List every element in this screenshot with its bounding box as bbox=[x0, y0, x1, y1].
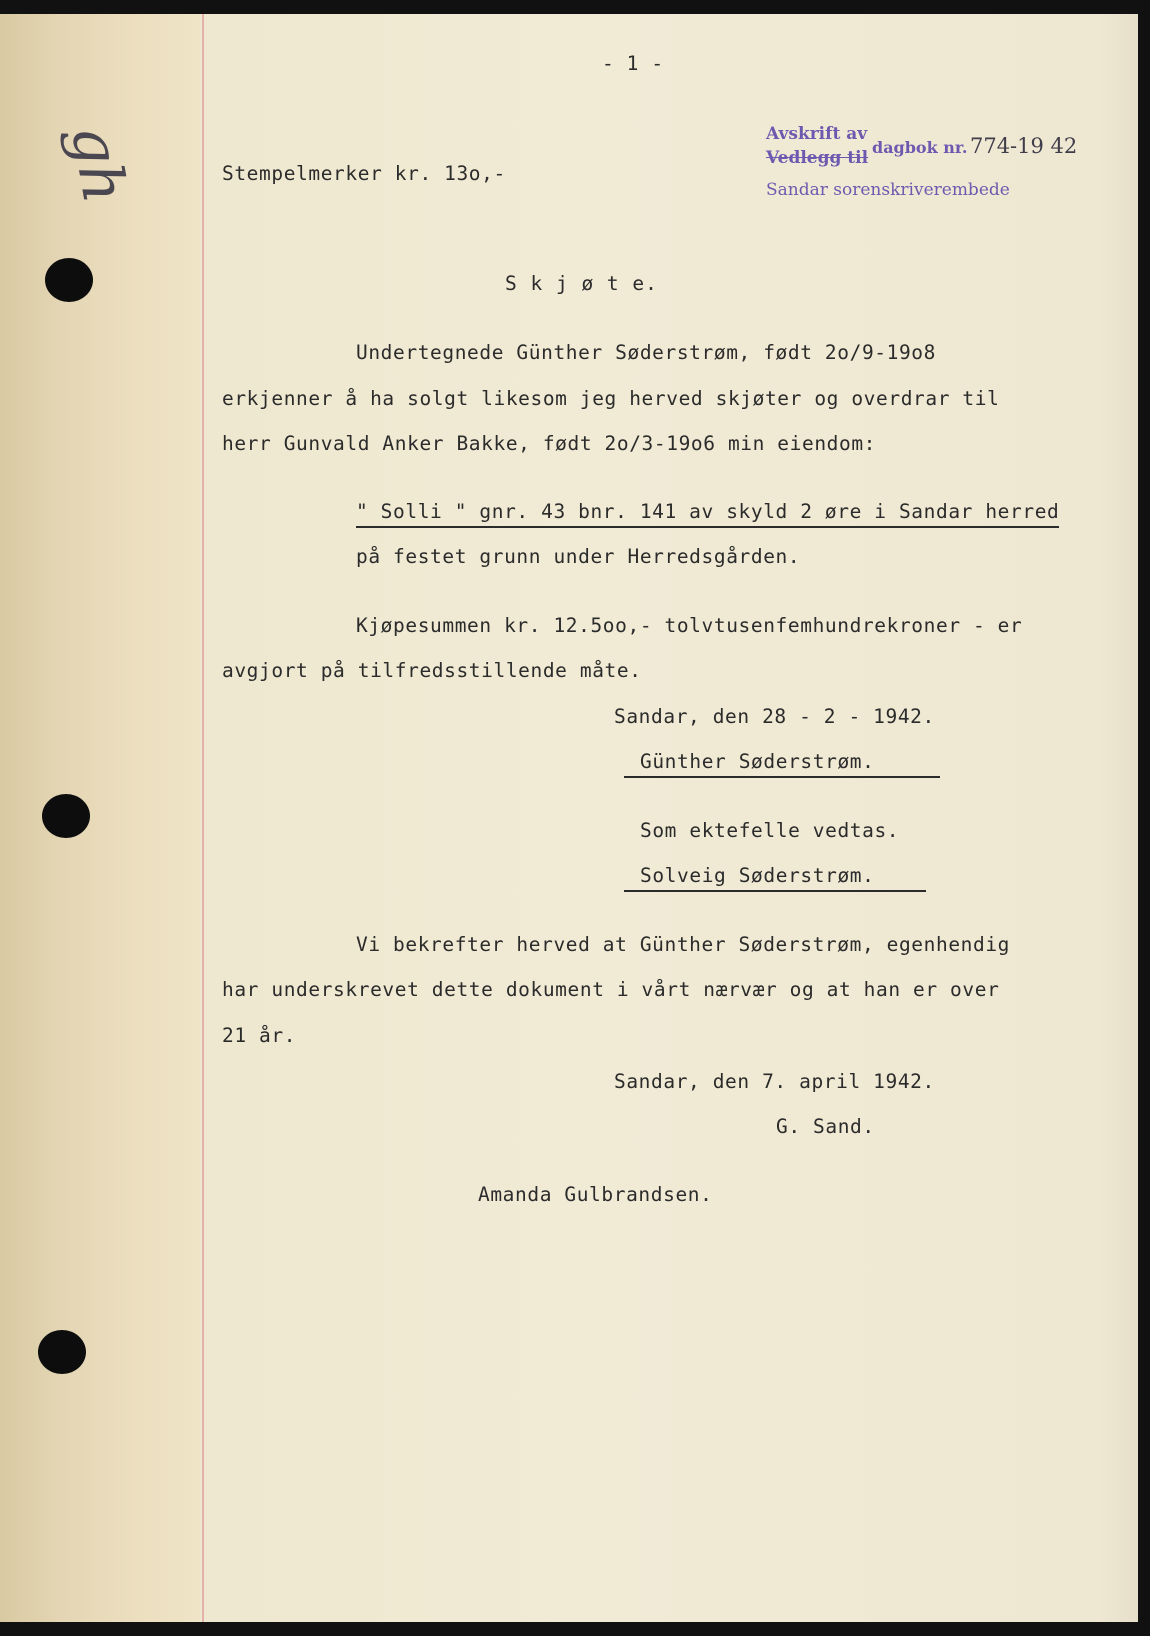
purchase-line1: Kjøpesummen kr. 12.5oo,- tolvtusenfemhundrekroner - er bbox=[356, 614, 1023, 637]
punch-hole-bottom bbox=[38, 1330, 86, 1374]
witness-2: Amanda Gulbrandsen. bbox=[478, 1183, 713, 1206]
page-margin bbox=[0, 14, 200, 1622]
witness-statement-line3: 21 år. bbox=[222, 1024, 297, 1047]
paragraph1-line2: erkjenner å ha solgt likesom jeg herved skjøter og overdrar til bbox=[222, 387, 1000, 410]
signature-solveig: Solveig Søderstrøm. bbox=[640, 864, 875, 887]
purchase-line2: avgjort på tilfredsstillende måte. bbox=[222, 659, 642, 682]
paragraph1-line3: herr Gunvald Anker Bakke, født 2o/3-19o6 min eiendom: bbox=[222, 432, 877, 455]
date-1: Sandar, den 28 - 2 - 1942. bbox=[614, 705, 935, 728]
witness-1: G. Sand. bbox=[776, 1115, 875, 1138]
stamp-duty-line: Stempelmerker kr. 13o,- bbox=[222, 162, 506, 185]
property-description: " Solli " gnr. 43 bnr. 141 av skyld 2 øre i Sandar herred bbox=[356, 500, 1059, 528]
property-description-line2: på festet grunn under Herredsgården. bbox=[356, 545, 801, 568]
stamp-dagbok-label: dagbok nr. bbox=[872, 138, 968, 157]
stamp-avskrift: Avskrift av bbox=[766, 124, 868, 144]
scan-border-bottom bbox=[0, 1622, 1150, 1636]
scan-border-right bbox=[1138, 0, 1150, 1636]
signature-gunther: Günther Søderstrøm. bbox=[640, 750, 875, 773]
witness-statement-line1: Vi bekrefter herved at Günther Søderstrøm, egenhendig bbox=[356, 933, 1011, 956]
stamp-office: Sandar sorenskriverembede bbox=[766, 180, 1010, 200]
stamp-vedlegg: Vedlegg til bbox=[766, 148, 869, 168]
signature-solveig-line bbox=[624, 890, 926, 892]
scan-border-top bbox=[0, 0, 1150, 14]
margin-annotation: gh bbox=[57, 120, 140, 209]
stamp-year: -19 42 bbox=[1010, 134, 1078, 158]
document-title: S k j ø t e. bbox=[505, 272, 658, 295]
signature-gunther-line bbox=[624, 776, 940, 778]
page-number: - 1 - bbox=[602, 52, 664, 75]
paragraph1-line1: Undertegnede Günther Søderstrøm, født 2o/9-19o8 bbox=[356, 341, 936, 364]
date-2: Sandar, den 7. april 1942. bbox=[614, 1070, 935, 1093]
spouse-consent: Som ektefelle vedtas. bbox=[640, 819, 900, 842]
punch-hole-top bbox=[45, 258, 93, 302]
stamp-dagbok-number: 774 bbox=[970, 134, 1011, 158]
punch-hole-middle bbox=[42, 794, 90, 838]
margin-rule bbox=[202, 14, 204, 1622]
witness-statement-line2: har underskrevet dette dokument i vårt nærvær og at han er over bbox=[222, 978, 1000, 1001]
